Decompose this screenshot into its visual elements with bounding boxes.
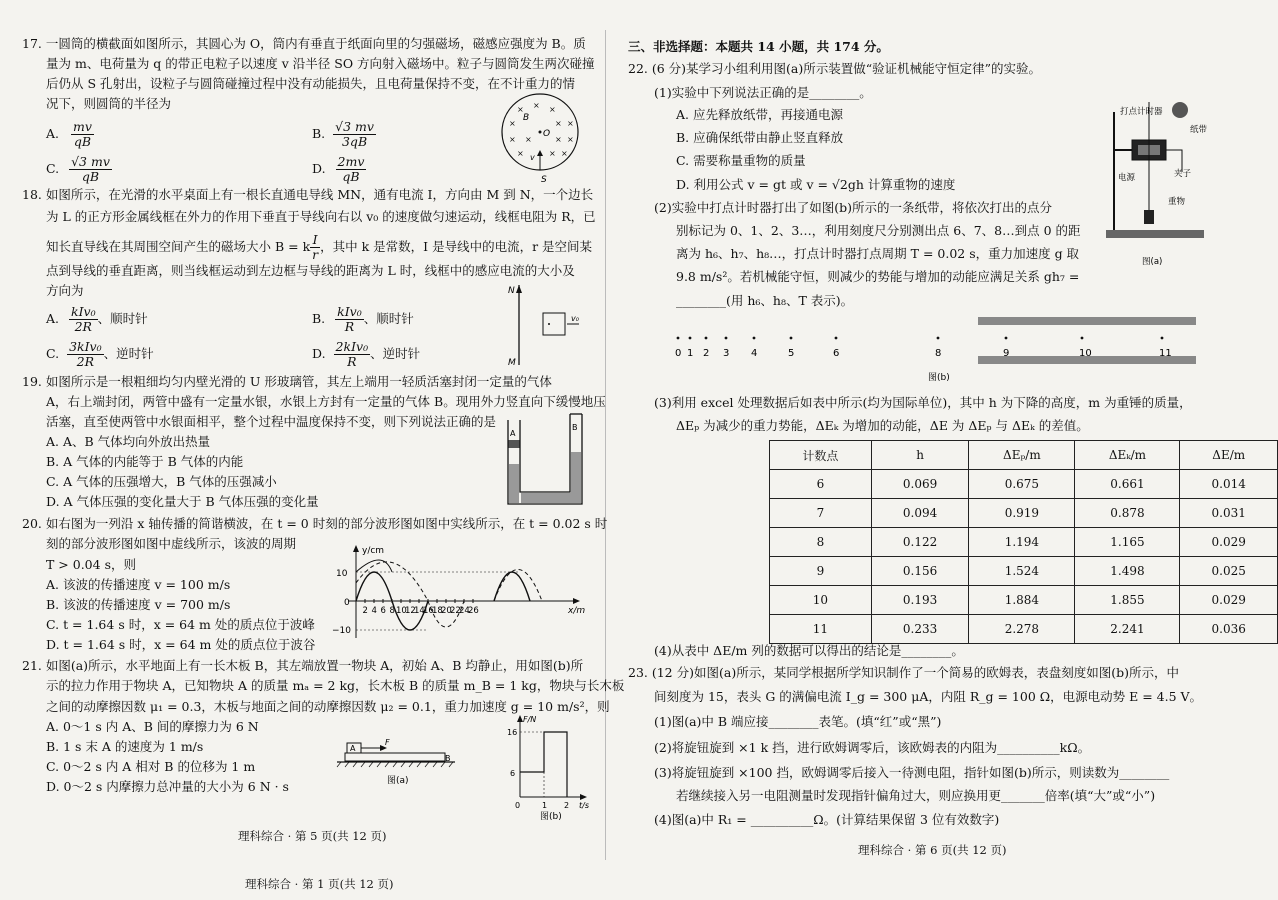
denominator: qB	[73, 134, 92, 149]
q23-sub-4: (4)图(a)中 R₁ = __________Ω。(计算结果保留 3 位有效数字)	[654, 812, 1000, 827]
y-tick-neg10: −10	[332, 626, 351, 636]
svg-text:×: ×	[549, 105, 556, 114]
q21-option-c[interactable]: C. 0～2 s 内 A 相对 B 的位移为 1 m	[46, 759, 256, 774]
tape-label: 3	[723, 348, 730, 359]
svg-text:×: ×	[567, 119, 574, 128]
numerator: kIv₀	[71, 304, 96, 319]
table-cell: 0.122	[871, 528, 969, 557]
q22-sub-2-line-4: 9.8 m/s²。若机械能守恒，则减少的势能与增加的动能应满足关系 gh₇ =	[676, 269, 1080, 284]
fraction	[69, 155, 112, 184]
label-B: B	[445, 754, 451, 763]
table-cell: 0.036	[1180, 615, 1278, 644]
q20-option-d[interactable]: D. t = 1.64 s 时，x = 64 m 处的质点位于波谷	[46, 637, 316, 652]
tape-dot	[1161, 337, 1164, 340]
table-header-cell: 计数点	[770, 441, 872, 470]
label-A: A	[350, 744, 356, 753]
page-footer-1: 理科综合 · 第 1 页(共 12 页)	[245, 877, 394, 891]
table-row	[770, 586, 1278, 615]
q22-sub-3-line-1: (3)利用 excel 处理数据后如表中所示(均为国际单位)，其中 h 为下降的高度，m 为重锤的质量，	[654, 395, 1192, 410]
q17-option-b[interactable]	[312, 120, 376, 149]
q17-line-3: 后仍从 S 孔射出，设粒子与圆筒碰撞过程中没有动能损失，且电荷量保持不变，在不计重力的情	[46, 76, 576, 91]
x-tick-label: 10	[396, 606, 407, 616]
tape-label: 5	[788, 348, 795, 359]
svg-text:×: ×	[517, 105, 524, 114]
q22-data-table	[769, 440, 1278, 644]
q22-option-d[interactable]: D. 利用公式 v = gt 或 v = √2gh 计算重物的速度	[676, 177, 956, 192]
x-tick-2: 2	[564, 801, 570, 810]
q21-line-2: 示的拉力作用于物块 A，已知物块 A 的质量 mₐ = 2 kg，长木板 B 的质量 m_B = 1 kg，物块与长木板	[46, 678, 625, 693]
tape-dot	[705, 337, 708, 340]
fraction	[67, 340, 104, 369]
svg-text:×: ×	[555, 135, 562, 144]
table-header-cell: ΔE/m	[1180, 441, 1278, 470]
q22-sub-2-line-2: 别标记为 0、1、2、3…，利用刻度尺分别测出点 6、7、8…到点 0 的距	[676, 223, 1081, 238]
option-label: B.	[312, 311, 326, 326]
tape-label: 11	[1159, 348, 1172, 359]
table-cell: 0.661	[1075, 470, 1180, 499]
q18-line-5: 方向为	[46, 283, 84, 298]
q19-line-1: 19. 如图所示是一根粗细均匀内壁光滑的 U 形玻璃管，其左上端用一轻质活塞封闭一定量的气体	[22, 374, 552, 389]
y-tick-16: 16	[507, 728, 518, 737]
y-tick-6: 6	[510, 769, 516, 778]
table-cell: 0.029	[1180, 528, 1278, 557]
numerator: kIv₀	[337, 304, 362, 319]
q18-line-1: 18. 如图所示，在光滑的水平桌面上有一根长直通电导线 MN，通有电流 I，方向由 M 到 N，一个边长	[22, 187, 594, 202]
tape-dot	[689, 337, 692, 340]
denominator: r	[312, 247, 319, 262]
tape-dot	[835, 337, 838, 340]
table-header-row	[770, 441, 1278, 470]
numerator: I	[310, 233, 320, 248]
table-cell: 1.498	[1075, 557, 1180, 586]
table-cell: 1.855	[1075, 586, 1180, 615]
q23-sub-2: (2)将旋钮旋到 ×1 k 挡，进行欧姆调零后，该欧姆表的内阻为__________kΩ。	[654, 740, 1091, 755]
tape-label: 9	[1003, 348, 1010, 359]
q18-option-c[interactable]	[46, 340, 154, 369]
q17-option-a[interactable]	[46, 120, 94, 149]
tape-dot	[677, 337, 680, 340]
denominator: 2R	[74, 319, 92, 334]
q19-line-3: 活塞，直至使两管中水银面相平，整个过程中温度保持不变，则下列说法正确的是	[46, 414, 497, 429]
denominator: 2R	[76, 354, 95, 369]
table-cell: 1.884	[969, 586, 1075, 615]
tape-dot	[753, 337, 756, 340]
q17-cylinder-figure	[495, 90, 590, 185]
tape-dot	[937, 337, 940, 340]
numerator: 2kIv₀	[335, 339, 369, 354]
q20-line-2: 刻的部分波形图如图中虚线所示，该波的周期	[46, 536, 297, 551]
table-cell: 1.524	[969, 557, 1075, 586]
figure-b-caption: 图(b)	[540, 812, 562, 822]
table-cell: 0.094	[871, 499, 969, 528]
table-cell: 1.165	[1075, 528, 1180, 557]
tape-dot	[790, 337, 793, 340]
q20-wave-figure	[318, 543, 593, 643]
denominator: R	[344, 319, 355, 334]
label-O: O	[543, 129, 551, 139]
label-v0: v₀	[571, 314, 579, 323]
q20-option-b[interactable]: B. 该波的传播速度 v = 700 m/s	[46, 597, 231, 612]
fraction	[333, 120, 376, 149]
option-tail: 、顺时针	[97, 311, 148, 326]
section-heading: 三、非选择题：本题共 14 小题，共 174 分。	[628, 39, 889, 54]
x-tick-label: 24	[459, 606, 470, 616]
numerator: mv	[73, 119, 92, 134]
x-tick-label: 6	[380, 606, 386, 616]
tape-label: 1	[687, 348, 694, 359]
svg-text:×: ×	[567, 135, 574, 144]
option-tail: 、逆时针	[370, 346, 421, 361]
q23-line-1: 23. (12 分)如图(a)所示，某同学根据所学知识制作了一个简易的欧姆表，表盘刻度如图(b)所示，中	[628, 665, 1179, 680]
q21-figure-a	[335, 735, 460, 790]
fraction	[71, 120, 94, 149]
q22-line-1: 22. (6 分)某学习小组利用图(a)所示装置做“验证机械能守恒定律”的实验。	[628, 61, 1042, 76]
numerator: 2mv	[337, 154, 365, 169]
q22-sub-2-line-1: (2)实验中打点计时器打出了如图(b)所示的一条纸带，将依次打出的点分	[654, 200, 1052, 215]
q23-line-2: 间刻度为 15，表头 G 的满偏电流 I_g = 300 μA，内阻 R_g = 100 Ω，电源电动势 E = 4.5 V。	[654, 689, 1203, 704]
option-tail: 、顺时针	[363, 311, 414, 326]
table-cell: 0.031	[1180, 499, 1278, 528]
option-tail: 、逆时针	[103, 346, 154, 361]
weight-label: 重物	[1168, 197, 1186, 207]
tape-dot	[725, 337, 728, 340]
q17-line-4: 况下，则圆筒的半径为	[46, 96, 172, 111]
label-F: F	[385, 738, 390, 747]
q22-option-a[interactable]: A. 应先释放纸带，再接通电源	[676, 107, 843, 122]
table-cell: 6	[770, 470, 872, 499]
option-label: D.	[312, 346, 326, 361]
svg-text:×: ×	[561, 149, 568, 158]
table-row	[770, 499, 1278, 528]
q22-tape-figure	[666, 310, 1196, 385]
table-cell: 0.878	[1075, 499, 1180, 528]
q18-line-2: 为 L 的正方形金属线框在外力的作用下垂直于导线向右以 v₀ 的速度做匀速运动，线框电阻为 R，已	[46, 209, 596, 224]
x-tick-label: 22	[450, 606, 461, 616]
q23-sub-3-line-2: 若继续接入另一电阻测量时发现指针偏角过大，则应换用更_______倍率(填“大”或“小”)	[676, 788, 1156, 803]
q22-sub-1: (1)实验中下列说法正确的是________。	[654, 85, 872, 100]
denominator: qB	[342, 169, 360, 184]
q18-line-3	[46, 233, 592, 262]
figure-b-caption: 图(b)	[928, 373, 950, 383]
y-tick-0: 0	[344, 598, 350, 608]
y-axis-label: F/N	[523, 715, 537, 724]
x-tick-label: 2	[362, 606, 368, 616]
label-N: N	[508, 286, 515, 296]
paper-label: 纸带	[1190, 125, 1208, 135]
power-label: 电源	[1118, 173, 1136, 183]
option-label: A.	[46, 126, 60, 141]
table-row	[770, 557, 1278, 586]
option-label: C.	[46, 346, 60, 361]
q22-sub-2-line-5: ________(用 h₆、h₈、T 表示)。	[676, 293, 854, 308]
svg-text:×: ×	[555, 119, 562, 128]
table-row	[770, 615, 1278, 644]
q20-line-3: T > 0.04 s，则	[46, 557, 136, 572]
q17-option-d[interactable]	[312, 155, 366, 184]
table-cell: 7	[770, 499, 872, 528]
label-M: M	[508, 358, 516, 368]
x-tick-label: 14	[414, 606, 425, 616]
option-label: A.	[46, 311, 60, 326]
tape-label: 0	[675, 348, 682, 359]
label-B: B	[572, 423, 578, 432]
x-tick-label: 26	[468, 606, 479, 616]
timer-label: 打点计时器	[1120, 107, 1163, 117]
tape-label: 10	[1079, 348, 1092, 359]
denominator: R	[347, 354, 357, 369]
label-v: v	[530, 153, 535, 162]
tape-label: 4	[751, 348, 758, 359]
x-axis-label: t/s	[579, 801, 589, 810]
table-cell: 0.025	[1180, 557, 1278, 586]
q18-option-b[interactable]	[312, 305, 414, 334]
q20-line-1: 20. 如右图为一列沿 x 轴传播的简谐横波，在 t = 0 时刻的部分波形图如图中实线所示，在 t = 0.02 s 时	[22, 516, 608, 531]
table-header-cell: h	[871, 441, 969, 470]
svg-text:×: ×	[509, 119, 516, 128]
table-cell: 0.675	[969, 470, 1075, 499]
q20-option-a[interactable]: A. 该波的传播速度 v = 100 m/s	[46, 577, 231, 592]
q18-option-a[interactable]	[46, 305, 148, 334]
q22-option-c[interactable]: C. 需要称量重物的质量	[676, 153, 806, 168]
svg-text:×: ×	[533, 101, 540, 110]
x-tick-label: 12	[405, 606, 416, 616]
table-cell: 0.029	[1180, 586, 1278, 615]
svg-text:×: ×	[525, 135, 532, 144]
q18-line-3-start: 知长直导线在其周围空间产生的磁场大小 B = k	[46, 239, 311, 254]
tape-label: 6	[833, 348, 840, 359]
option-label: B.	[312, 126, 326, 141]
x-tick-label: 16	[423, 606, 434, 616]
tape-dot	[1005, 337, 1008, 340]
table-cell: 0.919	[969, 499, 1075, 528]
table-cell: 0.156	[871, 557, 969, 586]
table-cell: 2.278	[969, 615, 1075, 644]
fraction	[69, 305, 98, 334]
x-axis-label: x/m	[568, 606, 586, 616]
fraction	[335, 305, 364, 334]
y-axis-label: y/cm	[362, 546, 385, 556]
table-cell: 2.241	[1075, 615, 1180, 644]
q21-option-d[interactable]: D. 0～2 s 内摩擦力总冲量的大小为 6 N · s	[46, 779, 289, 794]
q19-u-tube-figure	[500, 412, 590, 517]
q22-sub-2-line-3: 离为 h₆、h₇、h₈…，打点计时器打点周期 T = 0.02 s，重力加速度 g 取	[676, 246, 1080, 261]
q22-sub-4: (4)从表中 ΔE/m 列的数据可以得出的结论是________。	[654, 643, 964, 658]
q21-line-3: 之间的动摩擦因数 μ₁ = 0.3，木板与地面之间的动摩擦因数 μ₂ = 0.1，重力加速度 g = 10 m/s²，则	[46, 699, 610, 714]
q21-option-b[interactable]: B. 1 s 末 A 的速度为 1 m/s	[46, 739, 204, 754]
y-tick-10: 10	[336, 569, 348, 579]
option-label: D.	[312, 161, 326, 176]
table-row	[770, 470, 1278, 499]
q23-sub-3-line-1: (3)将旋钮旋到 ×100 挡，欧姆调零后接入一待测电阻，指针如图(b)所示，则读数为________	[654, 765, 1170, 780]
q21-line-1: 21. 如图(a)所示，水平地面上有一长木板 B，其左端放置一物块 A，初始 A、B 均静止，用如图(b)所	[22, 658, 584, 673]
figure-a-caption: 图(a)	[1142, 257, 1163, 267]
svg-text:×: ×	[517, 149, 524, 158]
q21-option-a[interactable]: A. 0～1 s 内 A、B 间的摩擦力为 6 N	[46, 719, 259, 734]
page-footer-6: 理科综合 · 第 6 页(共 12 页)	[858, 843, 1007, 857]
q20-option-c[interactable]: C. t = 1.64 s 时，x = 64 m 处的质点位于波峰	[46, 617, 315, 632]
page-footer-5: 理科综合 · 第 5 页(共 12 页)	[238, 829, 387, 843]
table-cell: 0.233	[871, 615, 969, 644]
x-tick-label: 8	[389, 606, 395, 616]
label-S: S	[541, 175, 547, 185]
svg-text:×: ×	[549, 149, 556, 158]
tape-label: 2	[703, 348, 710, 359]
q22-option-b[interactable]: B. 应确保纸带由静止竖直释放	[676, 130, 844, 145]
table-cell: 9	[770, 557, 872, 586]
q21-figure-b	[505, 712, 595, 822]
x-tick-1: 1	[542, 801, 548, 810]
fraction	[334, 340, 371, 369]
option-label: C.	[46, 161, 60, 176]
table-cell: 10	[770, 586, 872, 615]
q17-line-1: 17. 一圆筒的横截面如图所示，其圆心为 O，筒内有垂直于纸面向里的匀强磁场，磁感应强度为 B。质	[22, 36, 586, 51]
q18-line-3-end: ，其中 k 是常数，I 是导线中的电流，r 是空间某	[320, 239, 593, 254]
tape-dot	[1081, 337, 1084, 340]
table-cell: 8	[770, 528, 872, 557]
q18-wire-figure	[505, 283, 585, 368]
q19-option-a[interactable]: A. A、B 气体均向外放出热量	[46, 434, 211, 449]
table-header-cell: ΔEₚ/m	[969, 441, 1075, 470]
table-cell: 0.069	[871, 470, 969, 499]
table-cell: 0.014	[1180, 470, 1278, 499]
denominator: qB	[81, 169, 100, 184]
left-page	[0, 0, 625, 900]
table-row	[770, 528, 1278, 557]
denominator: 3qB	[341, 134, 368, 149]
q19-option-d[interactable]: D. A 气体压强的变化量大于 B 气体压强的变化量	[46, 494, 319, 509]
label-B: B	[523, 113, 530, 123]
q19-option-b[interactable]: B. A 气体的内能等于 B 气体的内能	[46, 454, 244, 469]
table-header-cell: ΔEₖ/m	[1075, 441, 1180, 470]
svg-text:×: ×	[509, 135, 516, 144]
x-tick-label: 18	[432, 606, 443, 616]
q17-option-c[interactable]	[46, 155, 112, 184]
numerator: √3 mv	[335, 119, 374, 134]
x-tick-0: 0	[515, 801, 521, 810]
q18-option-d[interactable]	[312, 340, 420, 369]
q22-apparatus-figure	[1102, 92, 1210, 267]
q22-sub-3-line-2: ΔEₚ 为减少的重力势能，ΔEₖ 为增加的动能，ΔE 为 ΔEₚ 与 ΔEₖ 的差值。	[676, 418, 1089, 433]
x-tick-label: 4	[371, 606, 377, 616]
table-cell: 11	[770, 615, 872, 644]
right-page	[606, 0, 1246, 900]
fraction	[336, 155, 367, 184]
fraction	[310, 233, 320, 262]
q23-sub-1: (1)图(a)中 B 端应接________表笔。(填“红”或“黑”)	[654, 714, 942, 729]
q19-line-2: A，右上端封闭，两管中盛有一定量水银，水银上方封有一定量的气体 B。现用外力竖直向下缓慢地压	[46, 394, 606, 409]
numerator: √3 mv	[71, 154, 110, 169]
tape-label: 8	[935, 348, 942, 359]
table-cell: 0.193	[871, 586, 969, 615]
x-tick-label: 20	[441, 606, 452, 616]
label-A: A	[510, 429, 516, 438]
table-cell: 1.194	[969, 528, 1075, 557]
q18-line-4: 点到导线的垂直距离，则当线框运动到左边框与导线的距离为 L 时，线框中的感应电流的大小及	[46, 263, 575, 278]
figure-a-caption: 图(a)	[387, 776, 409, 786]
q17-line-2: 量为 m、电荷量为 q 的带正电粒子以速度 v 沿半径 SO 方向射入磁场中。粒子与圆筒发生两次碰撞	[46, 56, 595, 71]
clip-label: 夹子	[1174, 169, 1192, 179]
q19-option-c[interactable]: C. A 气体的压强增大，B 气体的压强减小	[46, 474, 277, 489]
numerator: 3kIv₀	[69, 339, 102, 354]
